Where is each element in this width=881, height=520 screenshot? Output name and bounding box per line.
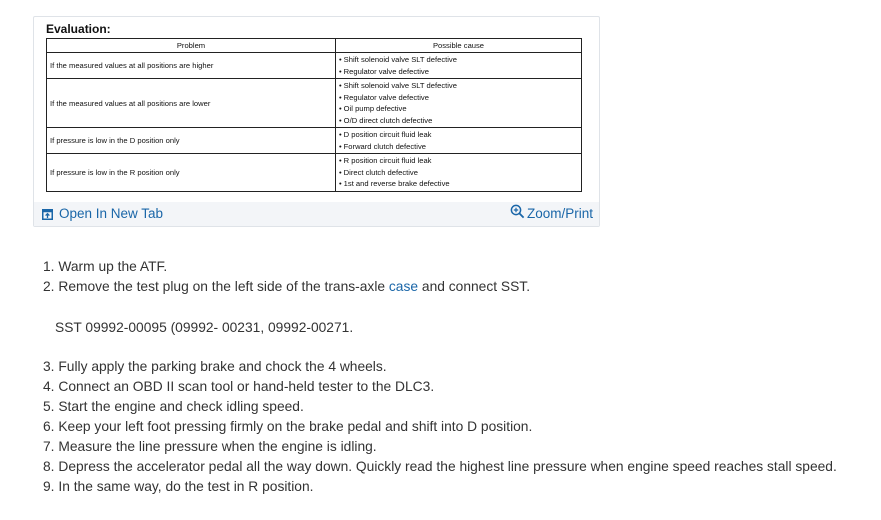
- table-header-row: [47, 39, 582, 53]
- cause-item: • Regulator valve defective: [339, 92, 578, 104]
- procedure-step: [43, 257, 530, 277]
- zoom-print-button[interactable]: [510, 204, 593, 224]
- procedure-step: [43, 437, 837, 457]
- cause-cell: [336, 154, 582, 192]
- header-possible-cause: Possible cause: [336, 39, 582, 53]
- procedure-step: [43, 457, 837, 477]
- step-number: 3.: [43, 359, 55, 374]
- cause-item: • Shift solenoid valve SLT defective: [339, 54, 578, 66]
- cause-item: • R position circuit fluid leak: [339, 155, 578, 167]
- procedure-steps-part1: [43, 257, 530, 297]
- procedure-steps-part2: [43, 357, 837, 497]
- cause-list: [339, 128, 578, 153]
- step-number: 7.: [43, 439, 55, 454]
- cause-cell: [336, 79, 582, 128]
- problem-cell: If pressure is low in the R position only: [47, 154, 336, 192]
- step-number: 9.: [43, 479, 55, 494]
- step-text: Fully apply the parking brake and chock the 4 wheels.: [58, 359, 387, 374]
- problem-cell: If the measured values at all positions are lower: [47, 79, 336, 128]
- cause-item: • Regulator valve defective: [339, 66, 578, 78]
- cause-list: [339, 79, 578, 127]
- procedure-step: [43, 397, 837, 417]
- procedure-step: [43, 477, 837, 497]
- open-in-new-tab-label: Open In New Tab: [59, 206, 164, 221]
- open-in-new-tab-button[interactable]: [42, 204, 163, 224]
- step-text: In the same way, do the test in R position.: [58, 479, 314, 494]
- cause-item: • Shift solenoid valve SLT defective: [339, 80, 578, 92]
- table-row: [47, 128, 582, 154]
- evaluation-table: [46, 38, 582, 192]
- step-text: Start the engine and check idling speed.: [58, 399, 304, 414]
- case-link[interactable]: case: [388, 279, 419, 294]
- cause-cell: [336, 53, 582, 79]
- step-number: 8.: [43, 459, 55, 474]
- step-text: Depress the accelerator pedal all the way down. Quickly read the highest line pressure when engine speed reaches stall speed.: [58, 459, 837, 474]
- step-text: Measure the line pressure when the engine is idling.: [58, 439, 377, 454]
- cause-item: • 1st and reverse brake defective: [339, 178, 578, 190]
- procedure-step: [43, 357, 837, 377]
- problem-cell: If the measured values at all positions are higher: [47, 53, 336, 79]
- cause-item: • D position circuit fluid leak: [339, 129, 578, 141]
- table-row: [47, 53, 582, 79]
- step-number: 1.: [43, 259, 55, 274]
- cause-item: • Oil pump defective: [339, 103, 578, 115]
- zoom-print-label: Zoom/Print: [526, 206, 593, 221]
- table-row: [47, 79, 582, 128]
- step-text: Warm up the ATF.: [58, 259, 168, 274]
- cause-item: • Forward clutch defective: [339, 141, 578, 153]
- step-number: 6.: [43, 419, 55, 434]
- step-text: Keep your left foot pressing firmly on the brake pedal and shift into D position.: [58, 419, 533, 434]
- cause-list: [339, 53, 578, 78]
- cause-item: • Direct clutch defective: [339, 167, 578, 179]
- problem-cell: If pressure is low in the D position only: [47, 128, 336, 154]
- procedure-step: [43, 377, 837, 397]
- figure-card: [33, 16, 600, 227]
- zoom-in-icon: [510, 204, 525, 219]
- figure-toolbar: [34, 202, 599, 226]
- procedure-step: [43, 277, 530, 297]
- evaluation-title: Evaluation:: [46, 22, 111, 36]
- step-text: Remove the test plug on the left side of the trans-axle: [58, 279, 389, 294]
- step-text: and connect SST.: [418, 279, 531, 294]
- procedure-step: [43, 417, 837, 437]
- step-number: 5.: [43, 399, 55, 414]
- table-row: [47, 154, 582, 192]
- evaluation-figure: [43, 20, 591, 192]
- step-text: Connect an OBD II scan tool or hand-held tester to the DLC3.: [58, 379, 435, 394]
- cause-cell: [336, 128, 582, 154]
- cause-list: [339, 154, 578, 191]
- step-number: 4.: [43, 379, 55, 394]
- cause-item: • O/D direct clutch defective: [339, 115, 578, 127]
- step-number: 2.: [43, 279, 55, 294]
- open-new-tab-icon: [42, 209, 53, 220]
- header-problem: Problem: [47, 39, 336, 53]
- sst-note: SST 09992-00095 (09992- 00231, 09992-00271.: [55, 320, 354, 335]
